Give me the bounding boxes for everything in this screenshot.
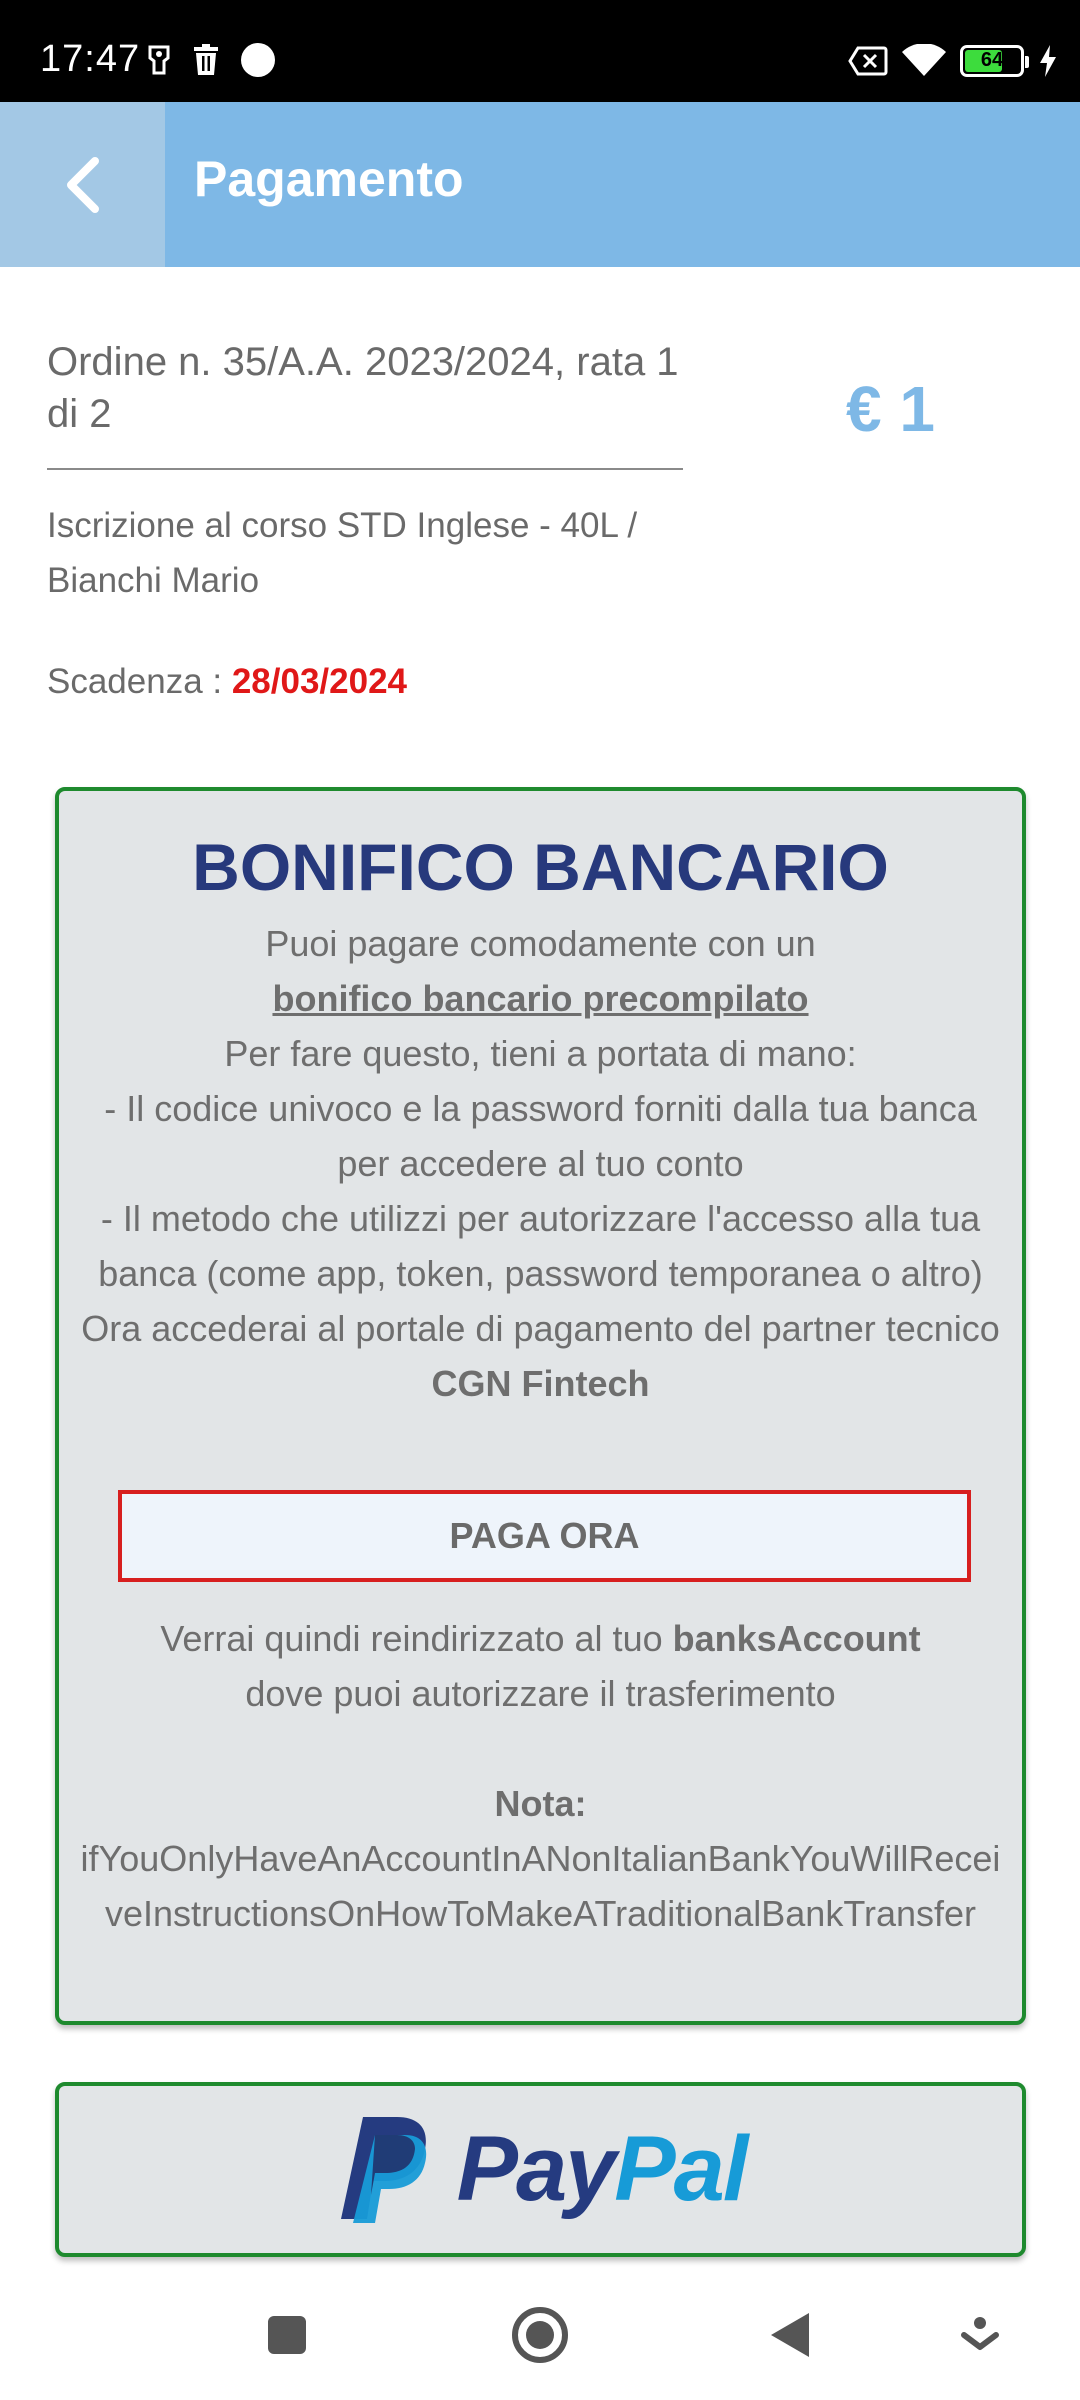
- bank-intro: Puoi pagare comodamente con un: [265, 923, 816, 964]
- redirect-line: [79, 1611, 1002, 1666]
- paypal-button[interactable]: [55, 2082, 1026, 2257]
- chevron-left-icon: [61, 155, 105, 215]
- note-text: ifYouOnlyHaveAnAccountInANonItalianBankYouWillReceiveInstructionsOnHowToMakeATraditionalBankTransfer: [80, 1838, 1001, 1934]
- recents-button[interactable]: [237, 2270, 337, 2400]
- redirect-text: Verrai quindi reindirizzato al tuo: [160, 1618, 673, 1659]
- redirect-account: banksAccount: [672, 1618, 921, 1659]
- bank-transfer-card: [55, 787, 1026, 2025]
- portal-text-main: Ora accederai al portale di pagamento del partner tecnico: [81, 1308, 1000, 1349]
- circle-icon: [240, 42, 276, 78]
- keep-at-hand-text: Per fare questo, tieni a portata di mano:: [224, 1033, 857, 1074]
- page-title: Pagamento: [194, 151, 464, 207]
- paypal-word-pal: Pal: [614, 2118, 747, 2220]
- wifi-icon: [902, 44, 946, 78]
- navigation-bar: [0, 2270, 1080, 2400]
- deadline: [47, 662, 407, 702]
- requirement-2: - Il metodo che utilizzi per autorizzare l'accesso alla tua banca (come app, token, password temporanea o altro): [98, 1198, 983, 1294]
- prefilled-transfer-link[interactable]: bonifico bancario precompilato: [272, 978, 809, 1019]
- battery-icon: [960, 45, 1024, 77]
- paypal-word-pay: Pay: [456, 2118, 615, 2220]
- requirement-1: - Il codice univoco e la password forniti dalla tua banca per accedere al tuo conto: [104, 1088, 977, 1184]
- redirect-after-text: dove puoi autorizzare il trasferimento: [245, 1673, 836, 1714]
- order-description: Iscrizione al corso STD Inglese - 40L / Bianchi Mario: [47, 506, 638, 600]
- back-triangle-icon: [769, 2311, 811, 2359]
- order-title: Ordine n. 35/A.A. 2023/2024, rata 1 di 2: [47, 340, 679, 436]
- bank-transfer-title: BONIFICO BANCARIO: [192, 830, 889, 904]
- back-button[interactable]: [0, 102, 165, 267]
- status-right-group: [848, 44, 1058, 78]
- app-bar: [0, 102, 1080, 267]
- home-button[interactable]: [490, 2270, 590, 2400]
- home-circle-icon: [510, 2305, 570, 2365]
- status-time: 17:47: [40, 38, 141, 80]
- charging-icon: [1038, 45, 1058, 77]
- paypal-logo-icon: [335, 2115, 431, 2225]
- pay-now-button[interactable]: PAGA ORA: [118, 1490, 971, 1582]
- trash-icon: [192, 44, 220, 76]
- battery-level: 64: [980, 49, 1004, 71]
- recents-square-icon: [266, 2314, 308, 2356]
- bank-transfer-description: [79, 916, 1002, 1411]
- order-divider: [47, 468, 683, 470]
- hide-nav-icon: [960, 2315, 1000, 2355]
- deadline-label: Scadenza :: [47, 662, 232, 701]
- bank-note: [79, 1776, 1002, 1941]
- deadline-date: 28/03/2024: [231, 662, 408, 701]
- note-label: Nota:: [494, 1783, 587, 1824]
- no-sim-icon: [848, 46, 888, 76]
- paypal-wordmark: [457, 2117, 747, 2222]
- redirect-info: [79, 1611, 1002, 1721]
- order-amount: € 1: [846, 373, 935, 445]
- partner-name: CGN Fintech: [431, 1363, 650, 1404]
- status-bar: [0, 0, 1080, 102]
- back-nav-button[interactable]: [740, 2270, 840, 2400]
- hide-nav-button[interactable]: [930, 2270, 1030, 2400]
- portal-text: [79, 1301, 1002, 1411]
- notification-icon: [146, 44, 172, 76]
